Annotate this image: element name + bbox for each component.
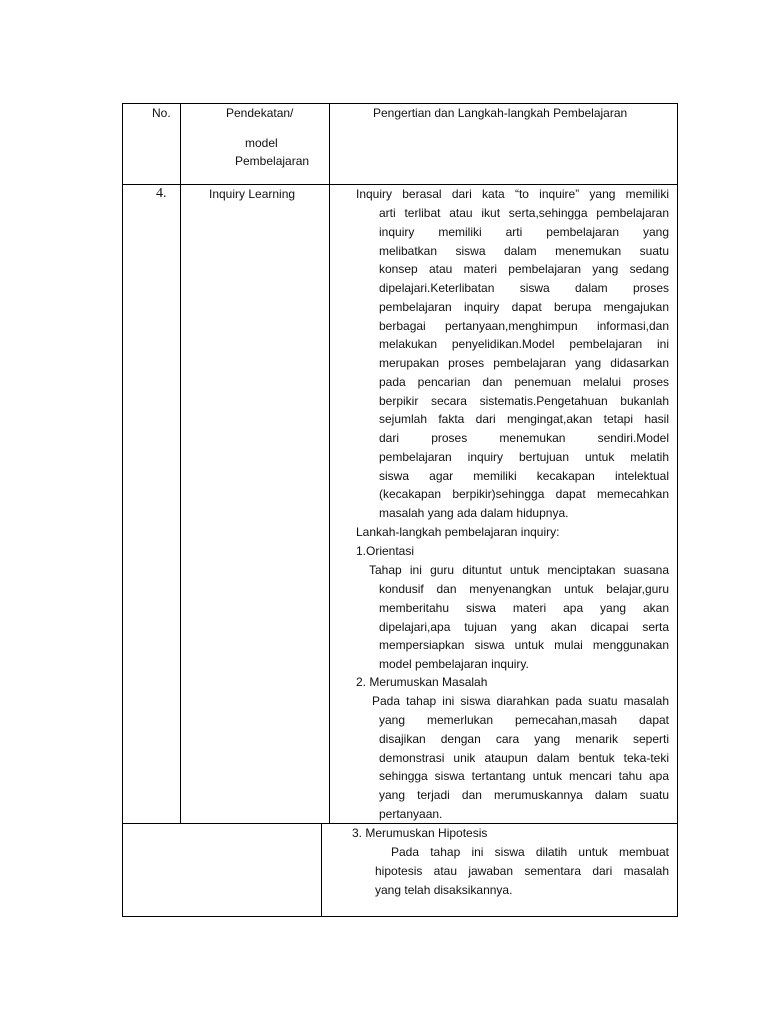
step1-title: 1.Orientasi xyxy=(356,544,415,558)
paragraph-line: masalah yang ada dalam hidupnya. xyxy=(379,506,569,520)
paragraph-line: yang memerlukan pemecahan,masah dapat xyxy=(379,713,669,727)
step3-first-line: Pada tahap ini siswa dilatih untuk membuat xyxy=(391,845,669,859)
paragraph-line: (kecakapan berpikir)sehingga dapat memecahkan xyxy=(379,487,669,502)
column-divider-2 xyxy=(329,103,330,824)
paragraph-line: yang terjadi dan merumuskannya dalam suatu xyxy=(379,788,669,802)
paragraph-line: kondusif dan menyenangkan untuk belajar,guru xyxy=(379,582,669,596)
header-meaning: Pengertian dan Langkah-langkah Pembelajaran xyxy=(373,106,628,120)
row-approach: Inquiry Learning xyxy=(209,187,296,201)
paragraph-line: dipelajari.Keterlibatan siswa dalam proses xyxy=(379,281,669,295)
paragraph-line: melibatkan siswa dalam menemukan suatu xyxy=(379,243,669,258)
paragraph-line: pada pencarian dan penemuan melalui proses xyxy=(379,374,669,389)
paragraph-line: hipotesis atau jawaban sementara dari masalah xyxy=(375,864,669,878)
header-approach-line-2: model xyxy=(245,136,278,150)
paragraph-line: pertanyaan. xyxy=(379,806,443,821)
header-approach-line-3: Pembelajaran xyxy=(235,154,310,168)
intro-first-line: Inquiry berasal dari kata “to inquire” yang memiliki xyxy=(356,187,669,201)
paragraph-line: melakukan penyelidikan.Model pembelajaran ini xyxy=(379,337,669,352)
row-number: 4. xyxy=(156,186,167,201)
paragraph-line: berpikir secara sistematis.Pengetahuan bukanlah xyxy=(379,393,669,408)
paragraph-line: merupakan proses pembelajaran yang didasarkan xyxy=(379,356,669,370)
step2-title: 2. Merumuskan Masalah xyxy=(356,675,488,689)
paragraph-line: sejumlah fakta dari mengingat,akan tetapi hasil xyxy=(379,412,669,427)
paragraph-line: inquiry memiliki arti pembelajaran yang xyxy=(379,224,669,239)
paragraph-line: arti terlibat atau ikut serta,sehingga pembelajaran xyxy=(379,206,669,220)
table-left-border xyxy=(122,103,123,917)
paragraph-line: demonstrasi unik ataupun dalam bentuk teka-teki xyxy=(379,750,669,765)
paragraph-line: pembelajaran inquiry bertujuan untuk melatih xyxy=(379,449,669,464)
column-divider-1 xyxy=(180,103,181,824)
steps-title: Lankah-langkah pembelajaran inquiry: xyxy=(356,525,560,539)
table-right-border xyxy=(677,103,678,917)
table-bottom-border xyxy=(122,916,678,917)
paragraph-line: dipelajari,apa tujuan yang akan dicapai serta xyxy=(379,619,669,634)
paragraph-line: berbagai pertanyaan,menghimpun informasi,dan xyxy=(379,318,669,333)
paragraph-line: memberitahu siswa materi apa yang akan xyxy=(379,600,669,615)
paragraph-line: dari proses menemukan sendiri.Model xyxy=(379,431,669,445)
header-approach-line-1: Pendekatan/ xyxy=(226,106,294,120)
step3-title: 3. Merumuskan Hipotesis xyxy=(352,826,488,840)
paragraph-line: konsep atau materi pembelajaran yang sedang xyxy=(379,262,669,277)
paragraph-line: siswa agar memiliki kecakapan intelektual xyxy=(379,468,669,483)
paragraph-line: model pembelajaran inquiry. xyxy=(379,657,529,671)
step1-first-line: Tahap ini guru dituntut untuk menciptakan suasana xyxy=(369,563,669,577)
step2-first-line: Pada tahap ini siswa diarahkan pada suatu masalah xyxy=(372,694,669,708)
paragraph-line: pembelajaran inquiry dapat berupa mengajukan xyxy=(379,299,669,314)
paragraph-line: disajikan dengan cara yang menarik seperti xyxy=(379,731,669,746)
paragraph-line: yang telah disaksikannya. xyxy=(375,882,513,897)
paragraph-line: sehingga siswa tertantang untuk mencari tahu apa xyxy=(379,769,669,784)
continuation-divider xyxy=(321,823,322,917)
paragraph-line: mempersiapkan siswa untuk mulai menggunakan xyxy=(379,638,669,653)
header-no: No. xyxy=(152,106,171,120)
